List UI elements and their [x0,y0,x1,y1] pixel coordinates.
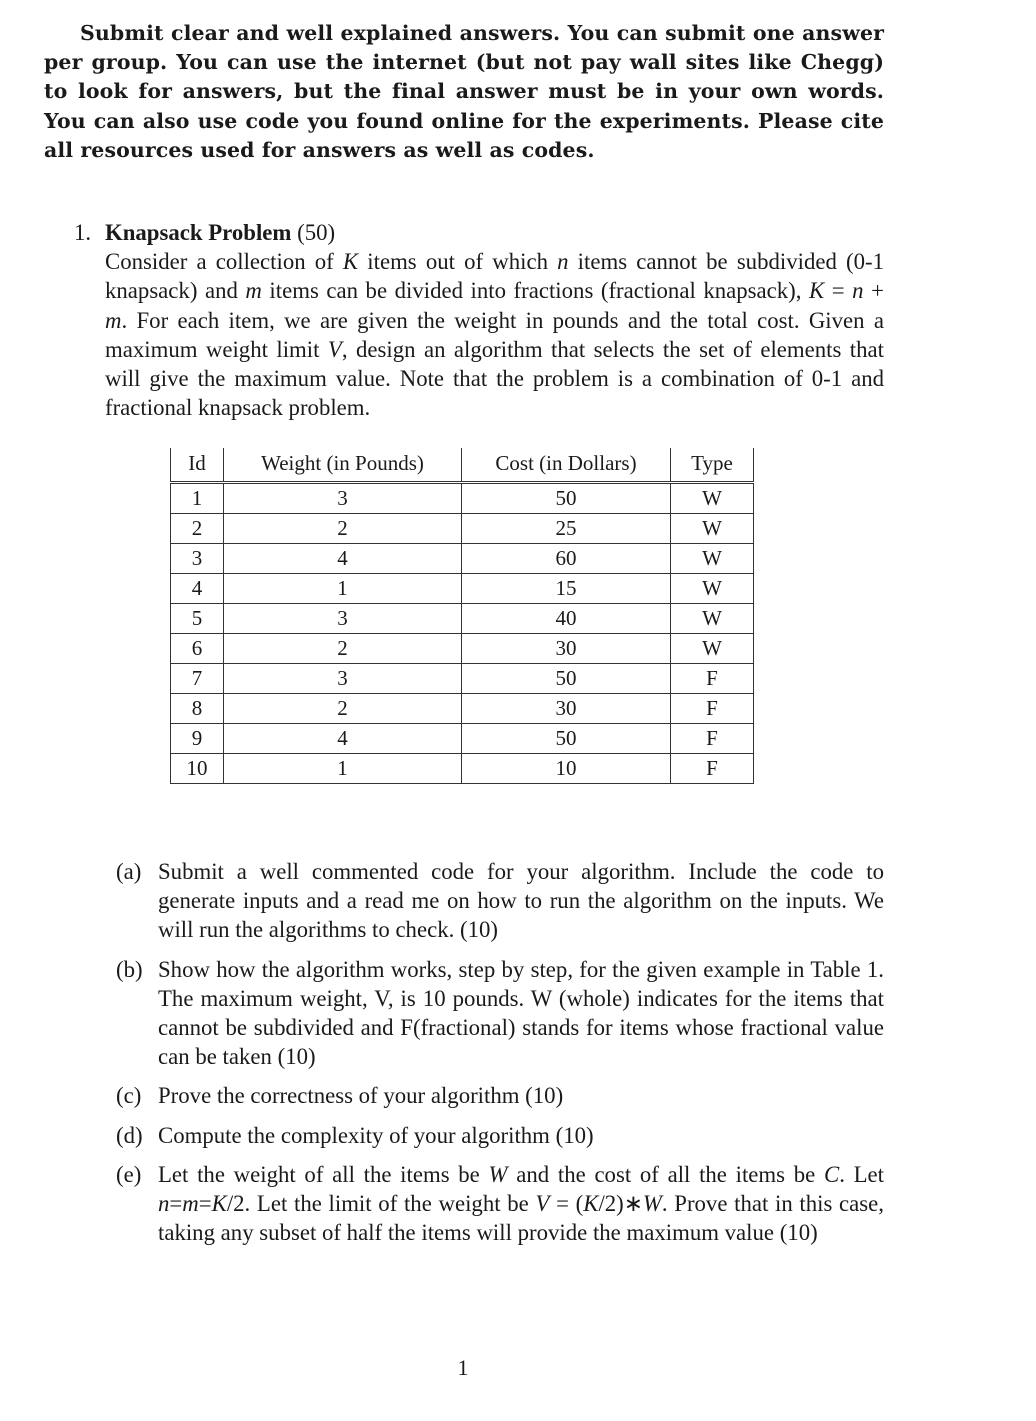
part-e-text: Let the weight of all the items be W and the cost of all the items be C. Let n=m=K/2. Let the limit of the weight be V = (K/2)∗W. Prove that in this case, taking any subset of half the items will provide the maximum value (10) [158,1161,884,1246]
table-row [171,574,754,604]
knapsack-table [170,448,754,784]
header-id: Id [171,448,224,483]
intro-text: Submit clear and well explained answers. You can submit one answer per group. You can use the internet (but not pay wall sites like Chegg) to look for answers, but the final answer must be in your own words. You can also use code you found online for the experiments. Please cite all resources used for answers as well as codes. [44,21,884,162]
part-c [116,1081,884,1110]
cell-id: 6 [171,634,224,664]
table-row [171,754,754,784]
part-b [116,955,884,1072]
table-row [171,724,754,754]
part-a [116,857,884,945]
header-cost: Cost (in Dollars) [462,448,671,483]
part-c-label: (c) [116,1083,142,1109]
part-a-label: (a) [116,859,142,884]
cell-type: F [671,724,754,754]
cell-cost: 25 [462,514,671,544]
part-b-text: Show how the algorithm works, step by step, for the given example in Table 1. The maximum weight, V, is 10 pounds. W (whole) indicates for the items that cannot be subdivided and F(fractional) stands for items whose fractional value can be taken (10) [158,956,884,1070]
cell-weight: 3 [224,664,462,694]
part-e [116,1160,884,1248]
cell-cost: 40 [462,604,671,634]
cell-weight: 2 [224,514,462,544]
cell-id: 9 [171,724,224,754]
table-header-row [171,448,754,483]
cell-cost: 50 [462,483,671,514]
cell-type: W [671,544,754,574]
cell-type: F [671,754,754,784]
cell-cost: 50 [462,664,671,694]
table-row [171,604,754,634]
part-d-text: Compute the complexity of your algorithm (10) [158,1122,594,1148]
cell-id: 4 [171,574,224,604]
cell-id: 8 [171,694,224,724]
problem-number: 1. [74,220,92,245]
cell-weight: 2 [224,634,462,664]
cell-cost: 50 [462,724,671,754]
cell-weight: 3 [224,483,462,514]
cell-id: 10 [171,754,224,784]
cell-weight: 2 [224,694,462,724]
intro-paragraph [44,19,884,165]
cell-weight: 4 [224,544,462,574]
part-b-label: (b) [116,956,143,982]
table-row [171,483,754,514]
cell-weight: 1 [224,754,462,784]
header-weight: Weight (in Pounds) [224,448,462,483]
cell-cost: 30 [462,694,671,724]
page-number: 1 [457,1355,469,1380]
cell-cost: 30 [462,634,671,664]
cell-type: W [671,604,754,634]
part-d [116,1121,884,1150]
cell-type: W [671,483,754,514]
cell-type: W [671,634,754,664]
subquestions [116,857,884,1257]
cell-weight: 3 [224,604,462,634]
table-row [171,514,754,544]
problem-points: (50) [297,220,336,245]
cell-id: 2 [171,514,224,544]
cell-id: 7 [171,664,224,694]
table-row [171,544,754,574]
part-c-text: Prove the correctness of your algorithm (10) [158,1083,564,1109]
header-type: Type [671,448,754,483]
cell-id: 3 [171,544,224,574]
table-row [171,694,754,724]
part-a-text: Submit a well commented code for your algorithm. Include the code to generate inputs and a read me on how to run the algorithm on the inputs. We will run the algorithms to check. (10) [158,859,884,943]
problem-1 [74,218,884,422]
problem-title: Knapsack Problem [105,220,292,245]
part-e-label: (e) [116,1161,142,1187]
cell-id: 1 [171,483,224,514]
problem-description: Consider a collection of K items out of which n items cannot be subdivided (0-1 knapsack) and m items can be divided into fractions (fractional knapsack), K = n + m. For each item, we are given the weight in pounds and the total cost. Given a maximum weight limit V, design an algorithm that selects the set of elements that will give the maximum value. Note that the problem is a combination of 0-1 and fractional knapsack problem. [105,249,884,421]
cell-weight: 1 [224,574,462,604]
cell-type: F [671,694,754,724]
cell-cost: 10 [462,754,671,784]
table-row [171,634,754,664]
problem-heading [74,218,884,247]
cell-type: W [671,514,754,544]
cell-cost: 15 [462,574,671,604]
cell-id: 5 [171,604,224,634]
cell-type: W [671,574,754,604]
cell-cost: 60 [462,544,671,574]
cell-type: F [671,664,754,694]
cell-weight: 4 [224,724,462,754]
part-d-label: (d) [116,1122,143,1148]
table-row [171,664,754,694]
